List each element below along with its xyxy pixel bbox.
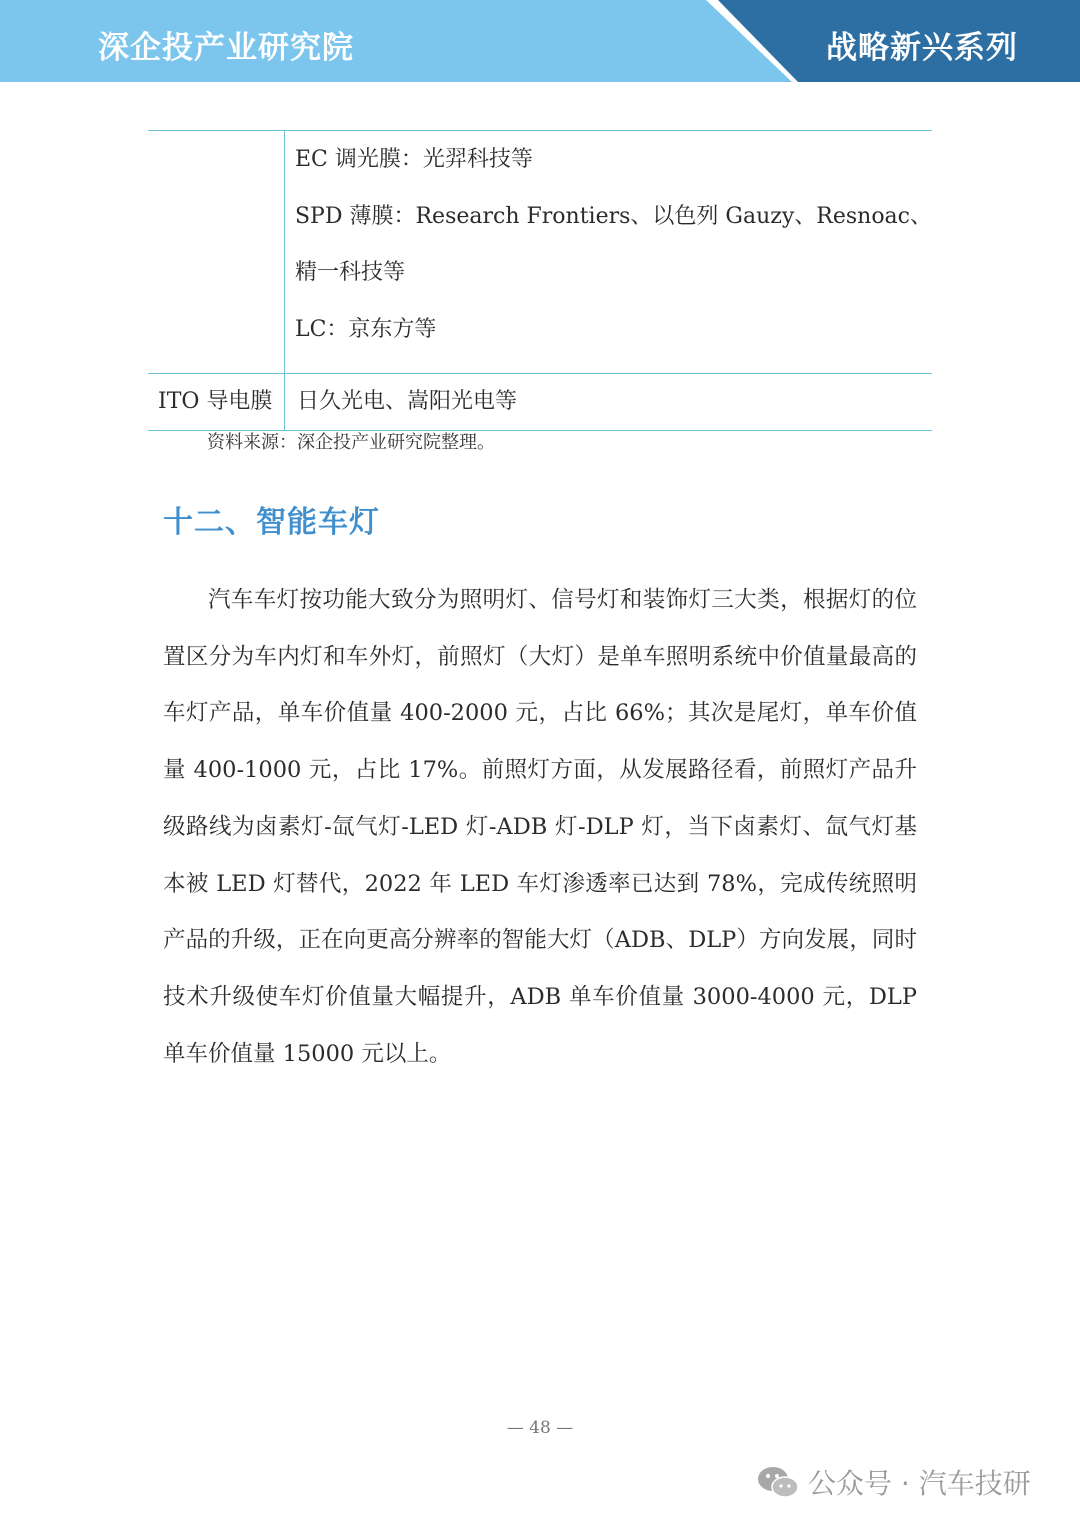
- watermark: [756, 1462, 1031, 1502]
- table-row: [148, 131, 932, 374]
- cell-line: 精一科技等: [294, 260, 405, 285]
- table-cell-label: [148, 131, 284, 374]
- table-cell-label: ITO 导电膜: [148, 374, 284, 431]
- page-number: — 48 —: [506, 1418, 574, 1438]
- cell-line: SPD 薄膜：Research Frontiers、以色列 Gauzy、Resnoac、: [294, 203, 932, 229]
- wechat-icon: [756, 1464, 800, 1500]
- company-table: [148, 130, 932, 431]
- series-name: 战略新兴系列: [826, 30, 1018, 66]
- page-header: [0, 0, 1080, 82]
- table-cell-value: 日久光电、嵩阳光电等: [284, 374, 932, 431]
- section-title: 十二、智能车灯: [163, 505, 380, 540]
- org-name: 深企投产业研究院: [98, 30, 354, 66]
- cell-line: EC 调光膜：光羿科技等: [294, 147, 533, 172]
- body-paragraph: 汽车车灯按功能大致分为照明灯、信号灯和装饰灯三大类，根据灯的位置区分为车内灯和车外灯，前照灯（大灯）是单车照明系统中价值量最高的车灯产品，单车价值量 400-2000 元，占比 66%；其次是尾灯，单车价值量 400-1000 元，占比 17%。前照灯方面，从发展路径看，前照灯产品升级路线为卤素灯-氙气灯-LED 灯-ADB 灯-DLP 灯，当下卤素灯、氙气灯基本被 LED 灯替代，2022 年 LED 车灯渗透率已达到 78%，完成传统照明产品的升级，正在向更高分辨率的智能大灯（ADB、DLP）方向发展，同时技术升级使车灯价值量大幅提升，ADB 单车价值量 3000-4000 元，DLP 单车价值量 15000 元以上。: [163, 587, 917, 1067]
- table-row: [148, 374, 932, 431]
- table-cell-value: [284, 131, 932, 374]
- cell-line: LC：京东方等: [294, 316, 437, 342]
- table-source-note: 资料来源：深企投产业研究院整理。: [207, 432, 495, 453]
- watermark-text: 公众号 · 汽车技研: [808, 1467, 1031, 1500]
